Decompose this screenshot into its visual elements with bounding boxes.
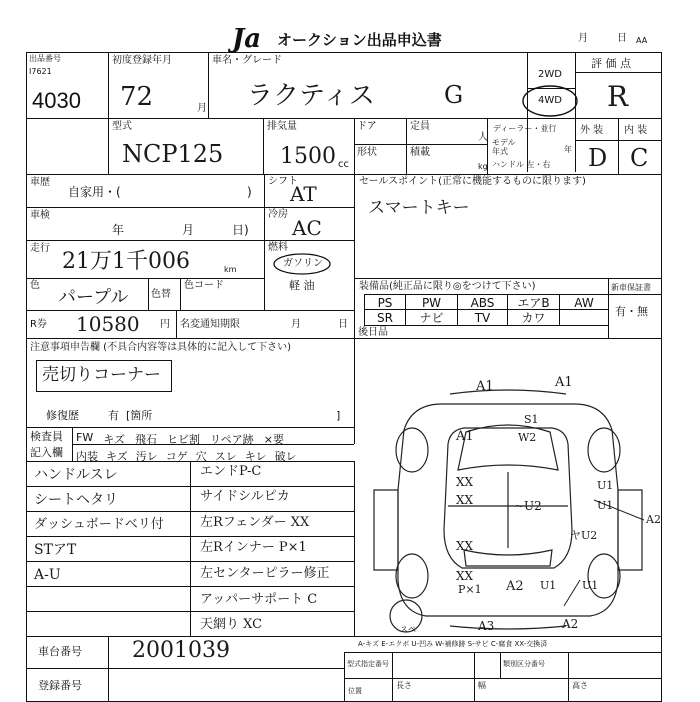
inspector-note-left-5: A-U bbox=[34, 567, 61, 583]
interior-value: C bbox=[630, 144, 649, 172]
drive-4wd-circle bbox=[521, 84, 579, 118]
mark-a1-right: A1 bbox=[555, 375, 573, 390]
shape-label: 形状 bbox=[357, 147, 377, 158]
divider bbox=[364, 294, 662, 295]
divider bbox=[26, 536, 354, 537]
inspector-note-left-4: STアT bbox=[34, 542, 77, 558]
name-change-label: 名変通知期限 bbox=[180, 319, 240, 330]
mark-p-x1: P×1 bbox=[458, 583, 482, 596]
height-label: 高さ bbox=[572, 681, 588, 690]
mark-u1-c: U1 bbox=[540, 579, 557, 592]
position-label: 位置 bbox=[348, 687, 362, 695]
mark-s1: S1 bbox=[524, 413, 539, 426]
exterior-label: 外 装 bbox=[580, 125, 604, 136]
divider bbox=[568, 652, 569, 702]
mark-spare: スペ bbox=[400, 625, 416, 634]
divider bbox=[26, 486, 354, 487]
divider bbox=[148, 278, 149, 310]
inspector-scratch: キズ bbox=[103, 433, 125, 446]
doors-label: ドア bbox=[357, 121, 377, 132]
inspection-month-label: 月 bbox=[182, 223, 195, 237]
car-grade-value: G bbox=[444, 81, 464, 109]
mark-a3: A3 bbox=[478, 619, 495, 633]
mark-a2-bottom: A2 bbox=[506, 579, 524, 594]
divider bbox=[26, 427, 354, 428]
mark-u1-a: U1 bbox=[597, 479, 614, 492]
divider bbox=[176, 310, 177, 338]
name-change-day: 日 bbox=[338, 319, 348, 330]
lot-label: 出品番号 bbox=[29, 54, 61, 63]
damage-legend: A-キズ E-エクボ U-凹み W-補修跡 S-サビ C-腐食 XX-交換済 bbox=[358, 640, 548, 648]
divider bbox=[26, 611, 354, 612]
divider bbox=[190, 461, 191, 636]
warranty-value: 有・無 bbox=[615, 305, 648, 318]
header-month-label: 月 bbox=[578, 33, 588, 44]
divider bbox=[26, 586, 354, 587]
equipment-tv: TV bbox=[474, 311, 491, 325]
drive-4wd: 4WD bbox=[538, 95, 562, 106]
usage-label: 車歴 bbox=[30, 177, 50, 188]
plate-label: 登録番号 bbox=[38, 679, 82, 692]
mark-xx4: XX bbox=[456, 569, 474, 583]
inspector-note-right-2: サイドシルピカ bbox=[200, 489, 290, 504]
displacement-unit: cc bbox=[338, 159, 349, 170]
inspector-burn: コゲ bbox=[165, 450, 188, 463]
notes-label: 注意事項申告欄 (不具合内容等は具体的に記入して下さい) bbox=[30, 342, 291, 353]
recycle-unit: 円 bbox=[160, 319, 170, 330]
load-label: 積載 bbox=[410, 147, 430, 158]
color-label: 色 bbox=[30, 280, 40, 291]
usage-close: ) bbox=[247, 185, 252, 199]
length-label: 長さ bbox=[396, 681, 412, 690]
equipment-navi: ナビ bbox=[419, 311, 444, 325]
inspector-label2: 記入欄 bbox=[30, 446, 63, 459]
divider bbox=[72, 427, 73, 461]
model-value: NCP125 bbox=[122, 140, 224, 168]
equipment-aw: AW bbox=[574, 296, 594, 310]
divider bbox=[108, 52, 109, 174]
inspector-note-right-3: 左Rフェンダー XX bbox=[200, 515, 310, 530]
inspector-needed: ×要 bbox=[263, 433, 284, 446]
equipment-pw: PW bbox=[421, 296, 442, 310]
rear-seat-label: 後日品 bbox=[358, 327, 388, 338]
registration-month-label: 月 bbox=[197, 103, 207, 114]
divider bbox=[26, 310, 354, 311]
divider bbox=[26, 561, 354, 562]
inspector-note-right-6: アッパーサポート C bbox=[200, 592, 318, 607]
type-designation-label: 型式指定番号 bbox=[347, 660, 389, 668]
divider bbox=[392, 652, 393, 702]
fuel-gasoline: ガソリン bbox=[283, 258, 323, 269]
sales-point-text: スマートキー bbox=[368, 198, 470, 218]
mark-xx3: XX bbox=[456, 539, 474, 553]
mark-a1-left: A1 bbox=[476, 379, 494, 394]
repair-close: ] bbox=[336, 409, 341, 422]
inspector-wear: スレ bbox=[214, 450, 237, 463]
lot-code: I7621 bbox=[29, 67, 52, 76]
aircon-label: 冷房 bbox=[268, 209, 288, 220]
divider bbox=[575, 72, 662, 73]
dealer-label: ディーラー・並行 bbox=[493, 124, 557, 133]
chassis-label: 車台番号 bbox=[38, 645, 82, 658]
sales-point-label: セールスポイント(正常に機能するものに限ります) bbox=[359, 176, 586, 187]
repair-label: 修復歴 bbox=[46, 409, 79, 422]
recycle-value: 10580 bbox=[76, 312, 140, 336]
class-number-label: 類別区分番号 bbox=[503, 660, 545, 668]
interior-label: 内 装 bbox=[624, 125, 648, 136]
equipment-label: 装備品(純正品に限り◎をつけて下さい) bbox=[359, 281, 536, 292]
divider bbox=[575, 140, 662, 141]
inspector-int-scratch: キズ bbox=[106, 450, 128, 463]
inspector-note-right-4: 左Rインナー P×1 bbox=[200, 540, 307, 555]
form-title: オークション出品申込書 bbox=[277, 31, 442, 49]
car-name-value: ラクティス bbox=[247, 81, 375, 111]
notes-text: 売切りコーナー bbox=[42, 365, 161, 385]
car-damage-diagram bbox=[354, 380, 662, 636]
divider bbox=[26, 278, 264, 279]
fuel-diesel: 軽 油 bbox=[289, 279, 315, 292]
model-year-unit: 年 bbox=[564, 145, 572, 154]
inspector-interior: 内装 bbox=[76, 450, 98, 463]
mark-u1-b: U1 bbox=[597, 499, 614, 512]
aircon-value: AC bbox=[292, 216, 322, 240]
mark-w2: W2 bbox=[518, 431, 537, 444]
divider bbox=[180, 278, 181, 310]
divider bbox=[263, 118, 264, 174]
inspector-note-right-7: 天網り XC bbox=[200, 617, 263, 632]
header-day-label: 日 bbox=[617, 33, 627, 44]
inspector-note-right-1: エンドP-C bbox=[200, 464, 262, 479]
shift-value: AT bbox=[290, 182, 317, 206]
divider bbox=[26, 240, 354, 241]
exterior-value: D bbox=[588, 144, 608, 172]
mark-u1-d: U1 bbox=[582, 579, 599, 592]
chassis-value: 2001039 bbox=[132, 638, 230, 663]
inspector-stone: 飛石 bbox=[135, 433, 157, 446]
displacement-value: 1500 bbox=[280, 144, 336, 169]
inspector-note-left-1: ハンドルスレ bbox=[34, 467, 118, 483]
divider bbox=[26, 174, 662, 175]
load-unit: kg bbox=[478, 162, 488, 171]
color-value: パープル bbox=[58, 287, 129, 308]
divider bbox=[208, 52, 209, 118]
equipment-ps: PS bbox=[377, 296, 393, 310]
shift-label: シフト bbox=[268, 176, 298, 187]
color-code-label: 色コード bbox=[184, 280, 224, 291]
divider bbox=[26, 636, 662, 637]
width-label: 幅 bbox=[478, 681, 486, 690]
inspection-day-label: 日) bbox=[232, 223, 249, 237]
inspection-year-label: 年 bbox=[112, 223, 125, 237]
divider bbox=[354, 144, 487, 145]
divider bbox=[26, 207, 354, 208]
mark-a2-corner: A2 bbox=[562, 617, 579, 631]
mark-xx2: XX bbox=[456, 493, 474, 507]
repair-place: [箇所 bbox=[126, 409, 153, 422]
divider bbox=[406, 118, 407, 174]
rating-label: 評 価 点 bbox=[591, 57, 631, 70]
mark-a1-side: A1 bbox=[456, 429, 474, 444]
divider bbox=[108, 636, 109, 702]
rating-value: R bbox=[607, 80, 629, 113]
divider bbox=[354, 278, 662, 279]
divider bbox=[364, 325, 608, 326]
inspector-crack: ヒビ割 bbox=[167, 433, 200, 446]
divider bbox=[344, 652, 345, 702]
handle-label: ハンドル 左・右 bbox=[492, 160, 551, 169]
inspector-note-left-2: シートヘタリ bbox=[34, 492, 118, 508]
ja-logo: Ja bbox=[232, 24, 262, 54]
header-aa-label: AA bbox=[636, 36, 648, 45]
lot-number: 4030 bbox=[32, 88, 81, 113]
inspection-label: 車検 bbox=[30, 210, 50, 221]
color-change-label: 色替 bbox=[151, 289, 171, 300]
name-change-month: 月 bbox=[291, 319, 301, 330]
divider bbox=[608, 278, 609, 338]
inspector-row1 bbox=[76, 431, 284, 447]
repair-yes: 有 bbox=[108, 409, 119, 422]
model-year-label1: モデル bbox=[492, 138, 516, 147]
divider bbox=[26, 338, 662, 339]
equipment-sr: SR bbox=[377, 311, 393, 325]
divider bbox=[26, 118, 662, 119]
divider bbox=[264, 174, 265, 310]
inspector-label1: 検査員 bbox=[30, 430, 63, 443]
capacity-unit: 人 bbox=[478, 132, 488, 143]
registration-label: 初度登録年月 bbox=[112, 55, 172, 66]
divider bbox=[354, 118, 355, 174]
inspector-fw: FW bbox=[76, 431, 94, 444]
mark-a2-right: A2 bbox=[646, 513, 661, 526]
model-label: 型式 bbox=[112, 121, 132, 132]
drive-2wd: 2WD bbox=[538, 69, 562, 80]
inspector-note-left-3: ダッシュボードベリ付 bbox=[34, 517, 164, 532]
recycle-label: R券 bbox=[30, 319, 47, 330]
inspector-hole: 穴 bbox=[195, 450, 207, 463]
capacity-label: 定員 bbox=[410, 121, 430, 132]
fuel-label: 燃料 bbox=[268, 242, 288, 253]
mark-u2-side: ヤU2 bbox=[570, 529, 598, 542]
model-year-label2: 年式 bbox=[492, 147, 508, 156]
mark-u2-center: ~U2 bbox=[514, 499, 542, 513]
divider bbox=[26, 511, 354, 512]
mileage-unit: km bbox=[224, 265, 237, 274]
equipment-abs: ABS bbox=[470, 296, 495, 310]
inspector-row2 bbox=[76, 448, 297, 464]
mileage-value: 21万1千006 bbox=[62, 249, 190, 274]
divider bbox=[26, 668, 344, 669]
inspector-dirt: 汚レ bbox=[135, 450, 158, 463]
usage-value: 自家用・( bbox=[68, 185, 121, 199]
equipment-airbag: エアB bbox=[517, 296, 550, 310]
displacement-label: 排気量 bbox=[267, 121, 297, 132]
divider bbox=[618, 118, 619, 174]
inspector-tear: 破レ bbox=[274, 450, 297, 463]
mark-xx1: XX bbox=[456, 475, 474, 489]
inspector-repair: リペア跡 bbox=[210, 433, 254, 446]
divider bbox=[500, 652, 501, 678]
inspector-cut: キレ bbox=[244, 450, 267, 463]
inspector-note-right-5: 左センターピラー修正 bbox=[200, 566, 330, 581]
car-name-label: 車名・グレード bbox=[212, 55, 282, 66]
equipment-leather: カワ bbox=[521, 311, 546, 325]
warranty-label: 新車保証書 bbox=[611, 283, 651, 292]
divider bbox=[474, 652, 475, 702]
registration-year: 72 bbox=[120, 82, 154, 112]
mileage-label: 走行 bbox=[30, 243, 50, 254]
